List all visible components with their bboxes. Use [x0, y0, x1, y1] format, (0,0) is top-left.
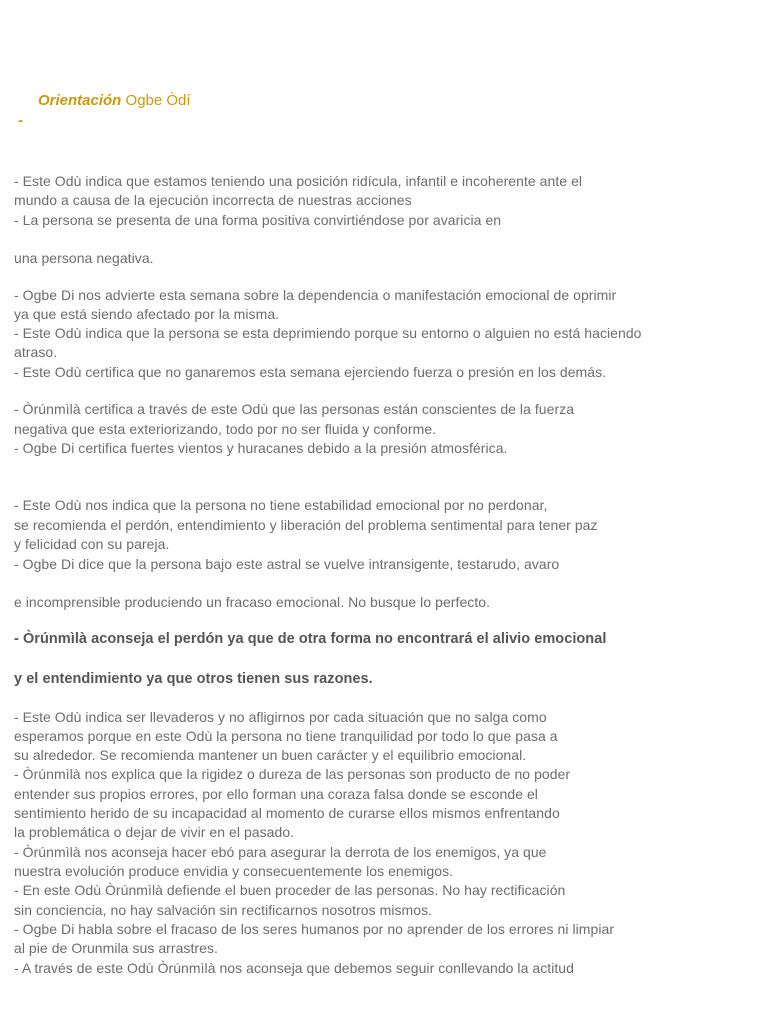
text-line: - Òrúnmìlà nos aconseja hacer ebó para asegurar la derrota de los enemigos, ya que	[14, 844, 547, 860]
text-line: atraso.	[14, 344, 58, 360]
heading-title: Orientación	[38, 92, 122, 109]
heading-subtitle: Ogbe Òdí	[125, 92, 191, 109]
section-heading	[38, 92, 191, 109]
text-line: - Ogbe Di dice que la persona bajo este astral se vuelve intransigente, testarudo, avaro	[14, 556, 560, 572]
text-line: - Este Odù indica ser llevaderos y no afligirnos por cada situación que no salga como	[14, 709, 547, 725]
text-line: e incomprensible produciendo un fracaso emocional. No busque lo perfecto.	[14, 594, 491, 610]
text-line: - Òrúnmìlà certifica a través de este Odù que las personas están conscientes de la fuerza	[14, 401, 575, 417]
text-line: se recomienda el perdón, entendimiento y liberación del problema sentimental para tener paz	[14, 517, 598, 533]
text-line: - Ogbe Di certifica fuertes vientos y huracanes debido a la presión atmosférica.	[14, 440, 508, 456]
text-line: - Este Odù indica que estamos teniendo una posición ridícula, infantil e incoherente ante el	[14, 173, 583, 189]
text-line: nuestra evolución produce envidia y consecuentemente los enemigos.	[14, 863, 454, 879]
text-line: - Ogbe Di habla sobre el fracaso de los seres humanos por no aprender de los errores ni limpiar	[14, 921, 615, 937]
text-line: sentimiento herido de su incapacidad al momento de curarse ellos mismos enfrentando	[14, 805, 560, 821]
text-line: la problemática o dejar de vivir en el pasado.	[14, 824, 295, 840]
text-line: - A través de este Odù Òrúnmìlà nos aconseja que debemos seguir conllevando la actitud	[14, 960, 574, 976]
text-line: - En este Odù Òrúnmìlà defiende el buen proceder de las personas. No hay rectificación	[14, 882, 566, 898]
text-line: sin conciencia, no hay salvación sin rectificarnos nosotros mismos.	[14, 902, 433, 918]
text-line: - La persona se presenta de una forma positiva convirtiéndose por avaricia en	[14, 212, 502, 228]
text-line: esperamos porque en este Odù la persona no tiene tranquilidad por todo lo que pasa a	[14, 728, 558, 744]
text-line-bold: - Òrúnmìlà aconseja el perdón ya que de otra forma no encontrará el alivio emocional	[14, 631, 607, 647]
text-line: mundo a causa de la ejecución incorrecta de nuestras acciones	[14, 192, 412, 208]
text-line: - Ogbe Di nos advierte esta semana sobre la dependencia o manifestación emocional de oprimir	[14, 287, 617, 303]
heading-dash: -	[18, 112, 23, 129]
text-line: ya que está siendo afectado por la misma.	[14, 306, 280, 322]
text-line: - Este Odù indica que la persona se esta deprimiendo porque su entorno o alguien no está haciendo	[14, 325, 642, 341]
text-line: - Este Odù nos indica que la persona no tiene estabilidad emocional por no perdonar,	[14, 497, 548, 513]
text-line: - Este Odù certifica que no ganaremos esta semana ejerciendo fuerza o presión en los demás.	[14, 364, 607, 380]
text-line: una persona negativa.	[14, 250, 154, 266]
text-line: - Òrúnmìlà nos explica que la rigidez o dureza de las personas son producto de no poder	[14, 766, 571, 782]
text-line: y felicidad con su pareja.	[14, 536, 170, 552]
text-line: al pie de Orunmila sus arrastres.	[14, 940, 218, 956]
text-line: negativa que esta exteriorizando, todo por no ser fluida y conforme.	[14, 421, 437, 437]
text-line: su alrededor. Se recomienda mantener un buen carácter y el equilibrio emocional.	[14, 747, 527, 763]
text-line: entender sus propios errores, por ello forman una coraza falsa donde se esconde el	[14, 786, 538, 802]
text-line-bold: y el entendimiento ya que otros tienen sus razones.	[14, 671, 373, 687]
